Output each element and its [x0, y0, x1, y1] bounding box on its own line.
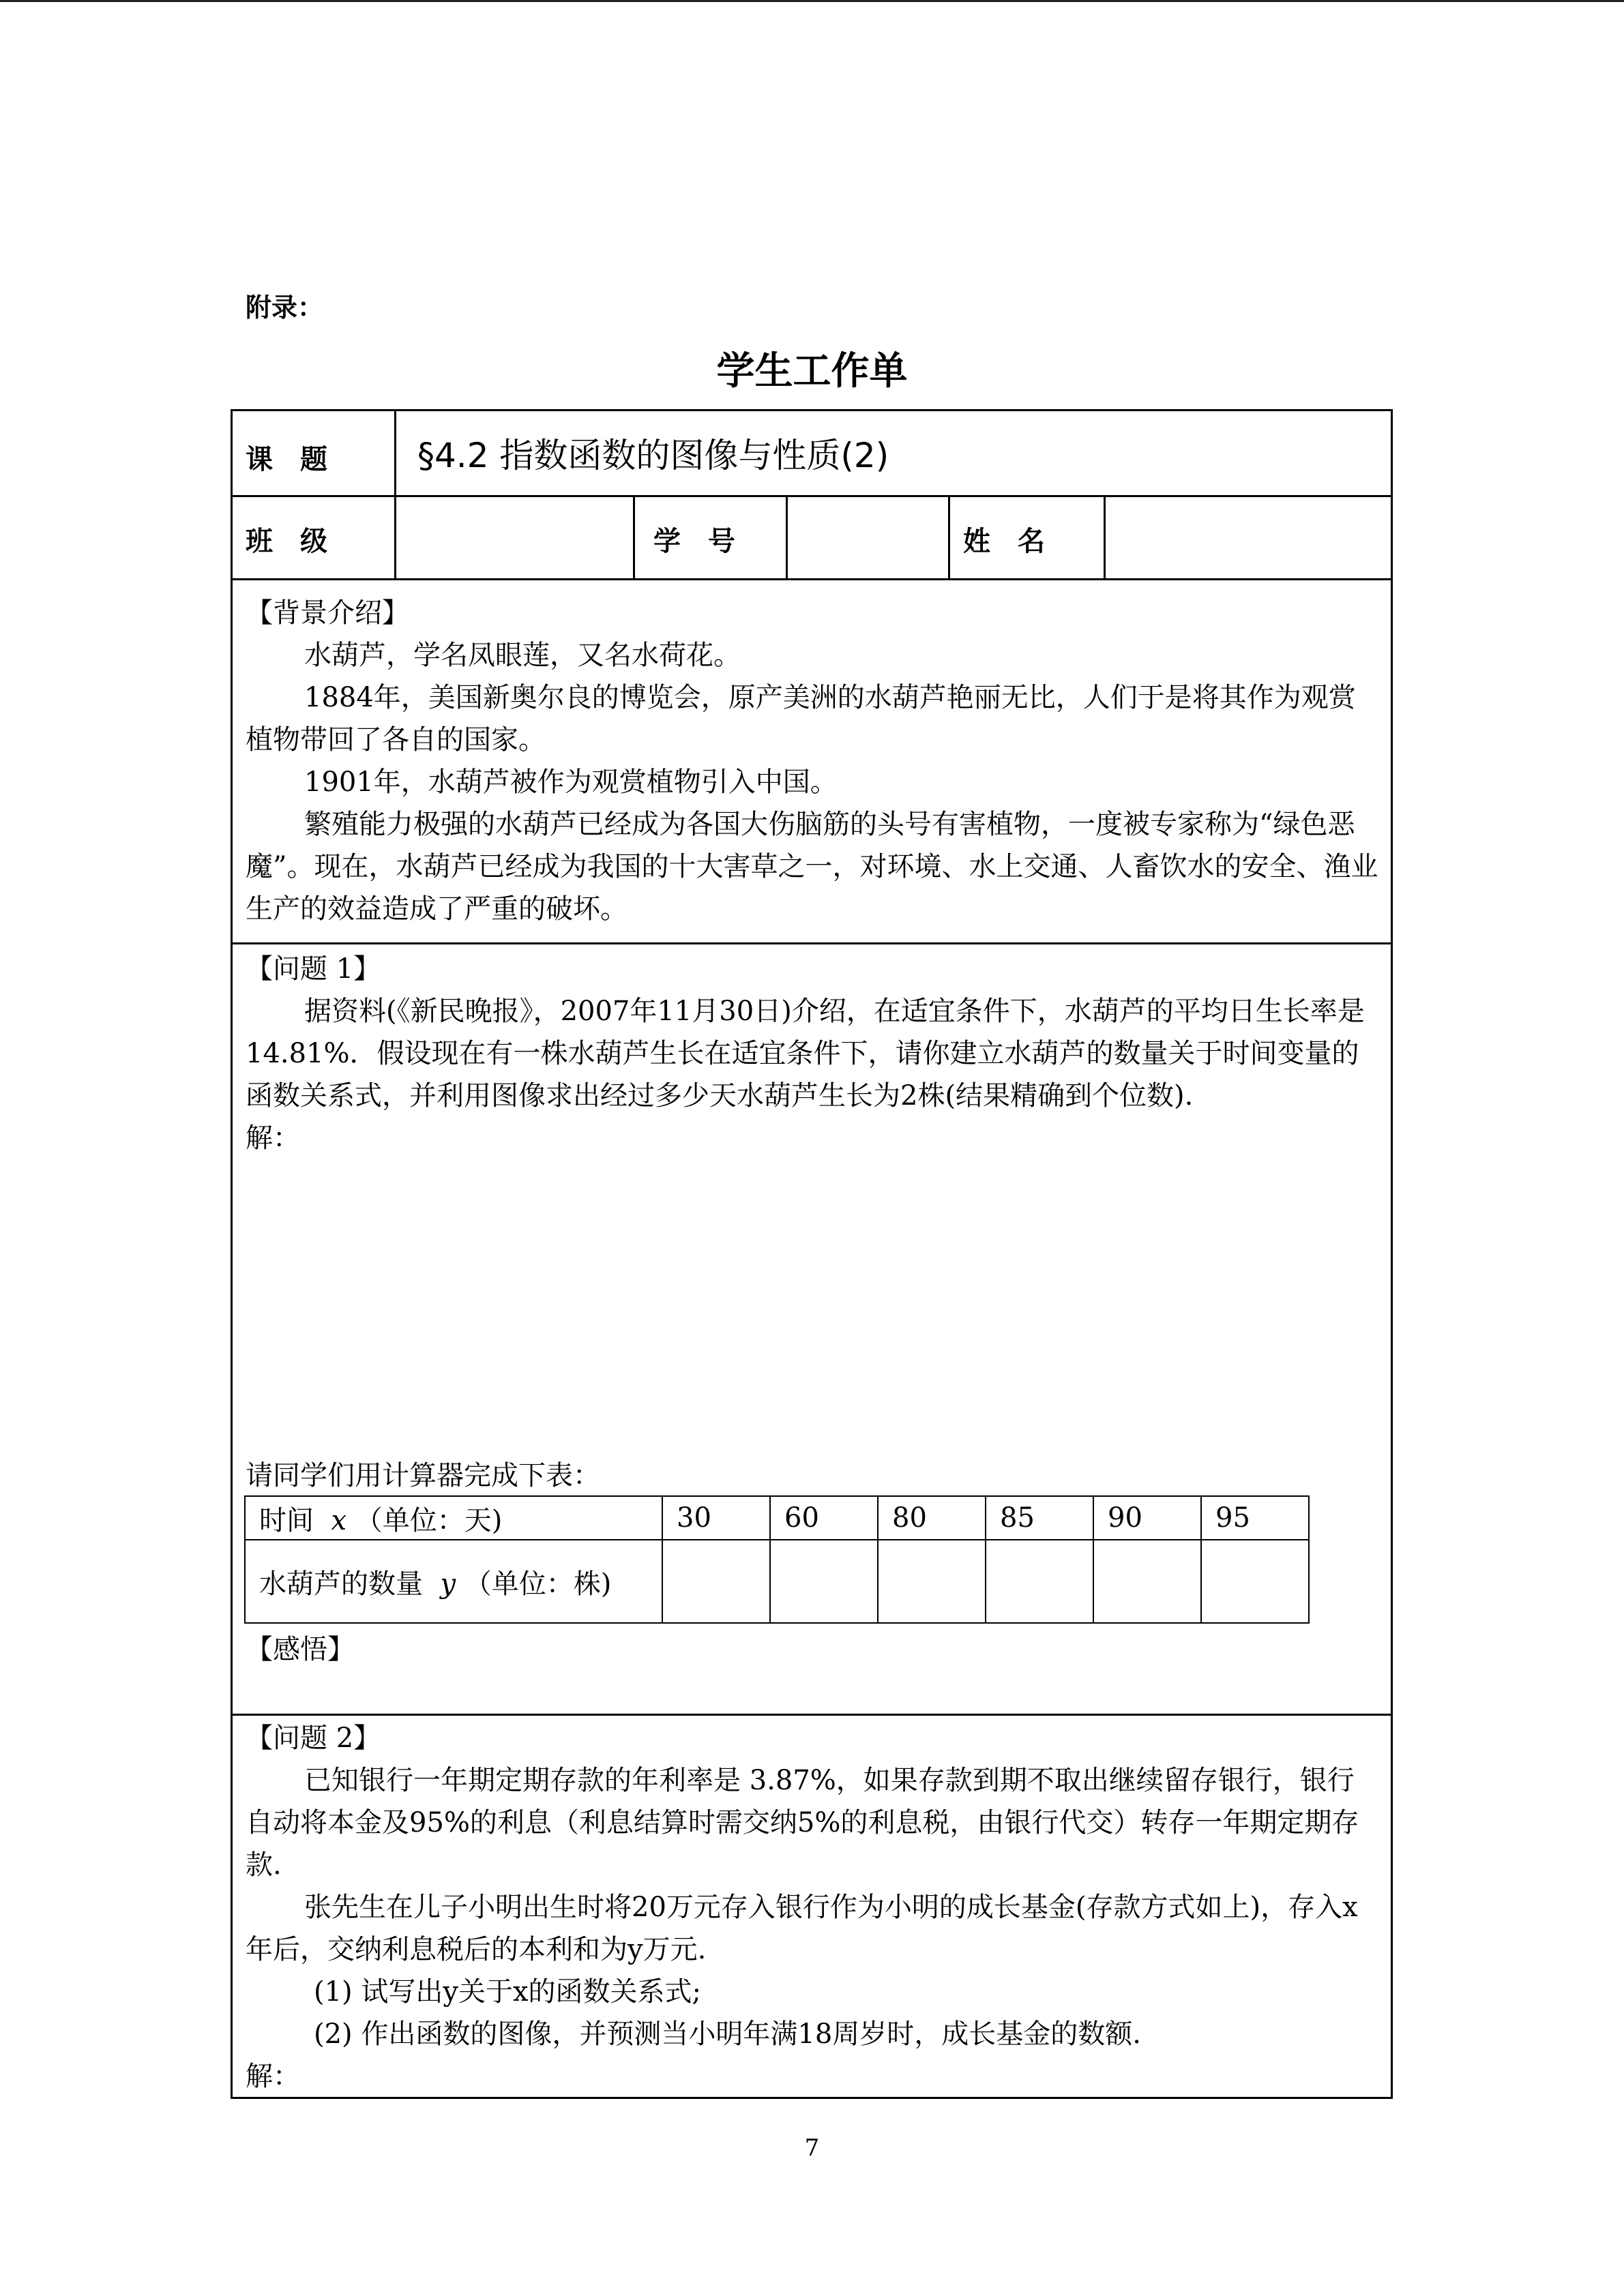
q1-section — [246, 948, 1381, 1159]
count-answer-cell[interactable] — [1201, 1540, 1309, 1623]
q1-heading: 【问题 1】 — [246, 953, 381, 985]
page-title: 学生工作单 — [716, 349, 908, 393]
q2-solution-label: 解： — [246, 2061, 300, 2092]
count-answer-cell[interactable] — [1093, 1540, 1201, 1623]
count-answer-cell[interactable] — [986, 1540, 1093, 1623]
day-cell: 85 — [986, 1496, 1093, 1540]
q2-item1: (1) 试写出y关于x的函数关系式; — [314, 1976, 702, 2008]
background-p4: 繁殖能力极强的水葫芦已经成为各国大伤脑筋的头号有害植物，一度被专家称为“绿色恶魔”。现在，水葫芦已经成为我国的十大害草之一，对环境、水上交通、人畜饮水的安全、渔业生产的效益造成了严重的破坏。 — [246, 809, 1378, 925]
topic-label: 课 题 — [246, 444, 327, 475]
q2-p1: 已知银行一年期定期存款的年利率是 3.87%，如果存款到期不取出继续留存银行，银行自动将本金及95%的利息（利息结算时需交纳5%的利息税，由银行代交）转存一年期定期存款. — [246, 1765, 1359, 1881]
student-id-value-divider — [948, 495, 950, 578]
table-row-time — [245, 1496, 1309, 1540]
q1-table-intro: 请同学们用计算器完成下表： — [246, 1460, 600, 1491]
day-cell: 90 — [1093, 1496, 1201, 1540]
q1-text: 据资料(《新民晚报》，2007年11月30日)介绍，在适宜条件下，水葫芦的平均日生长率是14.81%．假设现在有一株水葫芦生长在适宜条件下，请你建立水葫芦的数量关于时间变量的函数关系式，并利用图像求出经过多少天水葫芦生长为2株(结果精确到个位数). — [246, 996, 1365, 1112]
day-cell: 95 — [1201, 1496, 1309, 1540]
background-heading: 【背景介绍】 — [246, 597, 409, 629]
count-answer-cell[interactable] — [662, 1540, 770, 1623]
day-cell: 60 — [770, 1496, 878, 1540]
calc-table — [244, 1495, 1310, 1624]
q2-item2: (2) 作出函数的图像，并预测当小明年满18周岁时，成长基金的数额. — [314, 2018, 1141, 2050]
topic-value: §4.2 指数函数的图像与性质(2) — [417, 436, 889, 475]
student-id-divider — [786, 495, 788, 578]
name-divider — [1104, 495, 1106, 578]
appendix-label: 附录： — [246, 293, 324, 323]
q2-section — [246, 1717, 1381, 2098]
divider-after-class — [231, 578, 1393, 580]
q2-heading: 【问题 2】 — [246, 1723, 381, 1754]
page-number: 7 — [804, 2134, 820, 2162]
q2-p2: 张先生在儿子小明出生时将20万元存入银行作为小明的成长基金(存款方式如上)，存入x年后，交纳利息税后的本利和为y万元. — [246, 1892, 1358, 1965]
name-label: 姓 名 — [963, 526, 1045, 557]
class-divider — [633, 495, 635, 578]
day-cell: 30 — [662, 1496, 770, 1540]
divider-after-q1 — [231, 1714, 1393, 1716]
count-answer-cell[interactable] — [770, 1540, 878, 1623]
q1-reflection-label: 【感悟】 — [246, 1634, 355, 1665]
background-p1: 水葫芦，学名凤眼莲，又名水荷花。 — [304, 640, 741, 671]
table-row-count — [245, 1540, 1309, 1623]
background-section — [246, 592, 1381, 930]
q1-solution-label: 解： — [246, 1122, 300, 1154]
divider-after-background — [231, 942, 1393, 944]
count-header-cell: 水葫芦的数量 y （单位：株) — [245, 1540, 662, 1623]
top-border-line — [0, 0, 1624, 2]
class-label: 班 级 — [246, 526, 327, 557]
background-p3: 1901年，水葫芦被作为观赏植物引入中国。 — [304, 766, 838, 798]
time-header-cell: 时间 x （单位：天) — [245, 1496, 662, 1540]
count-answer-cell[interactable] — [878, 1540, 986, 1623]
day-cell: 80 — [878, 1496, 986, 1540]
divider-after-topic — [231, 495, 1393, 497]
background-p2: 1884年，美国新奥尔良的博览会，原产美洲的水葫芦艳丽无比，人们于是将其作为观赏植物带回了各自的国家。 — [246, 682, 1356, 756]
student-id-label: 学 号 — [653, 526, 735, 557]
label-column-divider — [394, 409, 396, 578]
